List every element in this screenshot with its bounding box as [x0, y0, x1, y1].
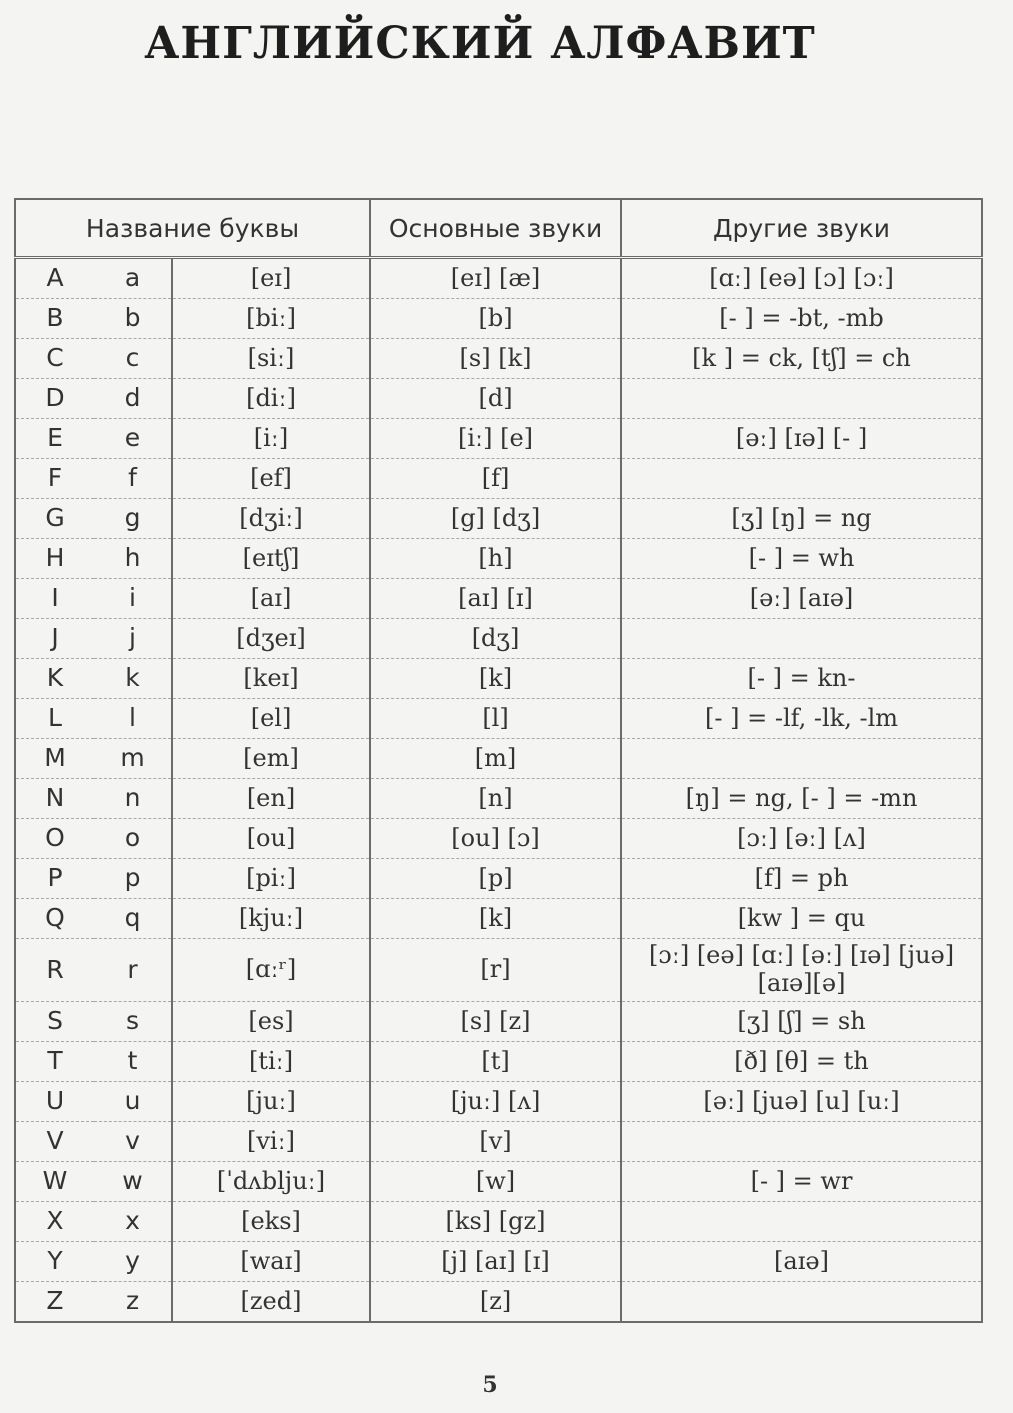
main-sounds: [r]: [370, 939, 621, 1002]
main-sounds: [iː] [e]: [370, 419, 621, 459]
lowercase-letter: s: [94, 1002, 172, 1042]
uppercase-letter: C: [15, 339, 94, 379]
main-sounds: [n]: [370, 779, 621, 819]
lowercase-letter: c: [94, 339, 172, 379]
uppercase-letter: U: [15, 1082, 94, 1122]
alphabet-table: [14, 198, 983, 1323]
table-row: [15, 699, 982, 739]
letter-name-transcription: [viː]: [172, 1122, 370, 1162]
uppercase-letter: X: [15, 1202, 94, 1242]
other-sounds: [621, 739, 982, 779]
uppercase-letter: V: [15, 1122, 94, 1162]
uppercase-letter: M: [15, 739, 94, 779]
lowercase-letter: p: [94, 859, 172, 899]
letter-name-transcription: [iː]: [172, 419, 370, 459]
main-sounds: [dʒ]: [370, 619, 621, 659]
other-sounds: [ʒ] [ʃ] = sh: [621, 1002, 982, 1042]
lowercase-letter: f: [94, 459, 172, 499]
uppercase-letter: W: [15, 1162, 94, 1202]
other-sounds: [ð] [θ] = th: [621, 1042, 982, 1082]
lowercase-letter: h: [94, 539, 172, 579]
lowercase-letter: m: [94, 739, 172, 779]
uppercase-letter: L: [15, 699, 94, 739]
main-sounds: [s] [z]: [370, 1002, 621, 1042]
table-row: [15, 339, 982, 379]
lowercase-letter: r: [94, 939, 172, 1002]
header-letter-name: Название буквы: [15, 199, 370, 258]
letter-name-transcription: [keɪ]: [172, 659, 370, 699]
lowercase-letter: d: [94, 379, 172, 419]
lowercase-letter: i: [94, 579, 172, 619]
main-sounds: [p]: [370, 859, 621, 899]
other-sounds: [f] = ph: [621, 859, 982, 899]
other-sounds: [ŋ] = ng, [- ] = -mn: [621, 779, 982, 819]
uppercase-letter: R: [15, 939, 94, 1002]
letter-name-transcription: [zed]: [172, 1282, 370, 1323]
letter-name-transcription: [kjuː]: [172, 899, 370, 939]
other-sounds: [621, 1122, 982, 1162]
table-row: [15, 1122, 982, 1162]
header-other-sounds: Другие звуки: [621, 199, 982, 258]
table-row: [15, 739, 982, 779]
table-row: [15, 299, 982, 339]
main-sounds: [g] [dʒ]: [370, 499, 621, 539]
uppercase-letter: G: [15, 499, 94, 539]
other-sounds: [- ] = wh: [621, 539, 982, 579]
main-sounds: [m]: [370, 739, 621, 779]
main-sounds: [eɪ] [æ]: [370, 258, 621, 299]
letter-name-transcription: [dʒiː]: [172, 499, 370, 539]
main-sounds: [b]: [370, 299, 621, 339]
table-row: [15, 779, 982, 819]
lowercase-letter: v: [94, 1122, 172, 1162]
letter-name-transcription: [ou]: [172, 819, 370, 859]
other-sounds: [aɪə]: [621, 1242, 982, 1282]
uppercase-letter: K: [15, 659, 94, 699]
letter-name-transcription: [ɑːʳ]: [172, 939, 370, 1002]
main-sounds: [t]: [370, 1042, 621, 1082]
letter-name-transcription: [tiː]: [172, 1042, 370, 1082]
other-sounds: [- ] = kn-: [621, 659, 982, 699]
main-sounds: [d]: [370, 379, 621, 419]
uppercase-letter: Y: [15, 1242, 94, 1282]
letter-name-transcription: [ef]: [172, 459, 370, 499]
table-body: [15, 258, 982, 1323]
uppercase-letter: I: [15, 579, 94, 619]
main-sounds: [k]: [370, 659, 621, 699]
lowercase-letter: e: [94, 419, 172, 459]
letter-name-transcription: [el]: [172, 699, 370, 739]
lowercase-letter: y: [94, 1242, 172, 1282]
other-sounds: [k ] = ck, [tʃ] = ch: [621, 339, 982, 379]
lowercase-letter: l: [94, 699, 172, 739]
other-sounds: [ɔː] [eə] [ɑː] [əː] [ɪə] [juə] [aɪə][ə]: [621, 939, 982, 1002]
lowercase-letter: b: [94, 299, 172, 339]
lowercase-letter: o: [94, 819, 172, 859]
letter-name-transcription: [eɪtʃ]: [172, 539, 370, 579]
table-row: [15, 659, 982, 699]
lowercase-letter: t: [94, 1042, 172, 1082]
table-row: [15, 1162, 982, 1202]
table-row: [15, 379, 982, 419]
table-row: [15, 1202, 982, 1242]
uppercase-letter: T: [15, 1042, 94, 1082]
table-row: [15, 819, 982, 859]
main-sounds: [juː] [ʌ]: [370, 1082, 621, 1122]
uppercase-letter: E: [15, 419, 94, 459]
uppercase-letter: A: [15, 258, 94, 299]
letter-name-transcription: [dʒeɪ]: [172, 619, 370, 659]
table-row: [15, 419, 982, 459]
other-sounds: [əː] [juə] [u] [uː]: [621, 1082, 982, 1122]
other-sounds: [- ] = -bt, -mb: [621, 299, 982, 339]
uppercase-letter: B: [15, 299, 94, 339]
lowercase-letter: w: [94, 1162, 172, 1202]
table-row: [15, 258, 982, 299]
other-sounds: [kw ] = qu: [621, 899, 982, 939]
uppercase-letter: D: [15, 379, 94, 419]
letter-name-transcription: [en]: [172, 779, 370, 819]
table-row: [15, 459, 982, 499]
uppercase-letter: H: [15, 539, 94, 579]
other-sounds: [621, 1282, 982, 1323]
other-sounds: [621, 1202, 982, 1242]
uppercase-letter: S: [15, 1002, 94, 1042]
table-row: [15, 1242, 982, 1282]
table-row: [15, 499, 982, 539]
lowercase-letter: g: [94, 499, 172, 539]
lowercase-letter: j: [94, 619, 172, 659]
main-sounds: [l]: [370, 699, 621, 739]
other-sounds: [əː] [ɪə] [- ]: [621, 419, 982, 459]
main-sounds: [ou] [ɔ]: [370, 819, 621, 859]
table-header-row: [15, 199, 982, 258]
main-sounds: [aɪ] [ɪ]: [370, 579, 621, 619]
table-row: [15, 1002, 982, 1042]
main-sounds: [h]: [370, 539, 621, 579]
letter-name-transcription: [piː]: [172, 859, 370, 899]
other-sounds: [ɑː] [eə] [ɔ] [ɔː]: [621, 258, 982, 299]
main-sounds: [v]: [370, 1122, 621, 1162]
other-sounds: [621, 619, 982, 659]
table-row: [15, 539, 982, 579]
other-sounds: [əː] [aɪə]: [621, 579, 982, 619]
other-sounds: [ʒ] [ŋ] = ng: [621, 499, 982, 539]
table-row: [15, 579, 982, 619]
letter-name-transcription: [siː]: [172, 339, 370, 379]
main-sounds: [z]: [370, 1282, 621, 1323]
table-row: [15, 859, 982, 899]
uppercase-letter: Z: [15, 1282, 94, 1323]
letter-name-transcription: [diː]: [172, 379, 370, 419]
other-sounds: [621, 379, 982, 419]
other-sounds: [- ] = -lf, -lk, -lm: [621, 699, 982, 739]
page-number: 5: [482, 1372, 498, 1398]
letter-name-transcription: [es]: [172, 1002, 370, 1042]
uppercase-letter: Q: [15, 899, 94, 939]
main-sounds: [k]: [370, 899, 621, 939]
main-sounds: [w]: [370, 1162, 621, 1202]
uppercase-letter: F: [15, 459, 94, 499]
uppercase-letter: O: [15, 819, 94, 859]
lowercase-letter: a: [94, 258, 172, 299]
table-row: [15, 1282, 982, 1323]
page-title: АНГЛИЙСКИЙ АЛФАВИТ: [144, 18, 816, 69]
letter-name-transcription: [eks]: [172, 1202, 370, 1242]
letter-name-transcription: [eɪ]: [172, 258, 370, 299]
table-row: [15, 1082, 982, 1122]
table-row: [15, 939, 982, 1002]
uppercase-letter: N: [15, 779, 94, 819]
letter-name-transcription: [juː]: [172, 1082, 370, 1122]
letter-name-transcription: [biː]: [172, 299, 370, 339]
lowercase-letter: n: [94, 779, 172, 819]
lowercase-letter: x: [94, 1202, 172, 1242]
lowercase-letter: k: [94, 659, 172, 699]
main-sounds: [ks] [gz]: [370, 1202, 621, 1242]
letter-name-transcription: [aɪ]: [172, 579, 370, 619]
main-sounds: [f]: [370, 459, 621, 499]
lowercase-letter: u: [94, 1082, 172, 1122]
table-row: [15, 619, 982, 659]
letter-name-transcription: [waɪ]: [172, 1242, 370, 1282]
header-main-sounds: Основные звуки: [370, 199, 621, 258]
table-row: [15, 1042, 982, 1082]
letter-name-transcription: [ˈdʌbljuː]: [172, 1162, 370, 1202]
main-sounds: [s] [k]: [370, 339, 621, 379]
lowercase-letter: z: [94, 1282, 172, 1323]
other-sounds: [ɔː] [əː] [ʌ]: [621, 819, 982, 859]
lowercase-letter: q: [94, 899, 172, 939]
uppercase-letter: P: [15, 859, 94, 899]
other-sounds: [621, 459, 982, 499]
main-sounds: [j] [aɪ] [ɪ]: [370, 1242, 621, 1282]
letter-name-transcription: [em]: [172, 739, 370, 779]
other-sounds: [- ] = wr: [621, 1162, 982, 1202]
table-row: [15, 899, 982, 939]
uppercase-letter: J: [15, 619, 94, 659]
